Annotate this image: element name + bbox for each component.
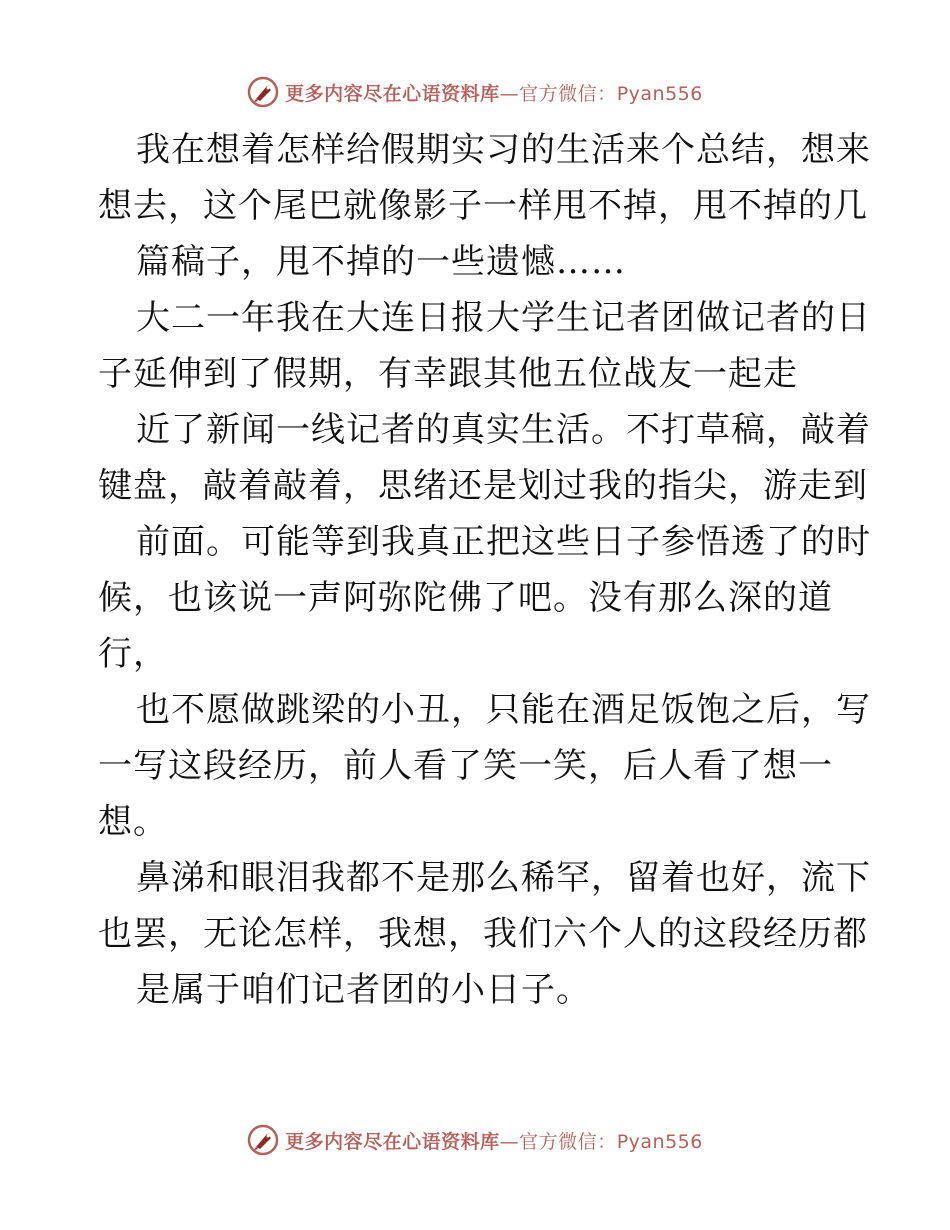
pen-nib-logo-icon bbox=[247, 1124, 279, 1156]
text-line: 候，也该说一声阿弥陀佛了吧。没有那么深的道 bbox=[98, 578, 833, 618]
text-line: 也罢，无论怎样，我想，我们六个人的这段经历都 bbox=[98, 914, 868, 954]
header-banner-text bbox=[285, 79, 703, 106]
footer-dash: — bbox=[499, 1130, 520, 1153]
text-line: 是属于咱们记者团的小日子。 bbox=[136, 970, 591, 1010]
text-line: 近了新闻一线记者的真实生活。不打草稿，敲着 bbox=[136, 410, 871, 450]
text-line: 想去，这个尾巴就像影子一样甩不掉，甩不掉的几 bbox=[98, 186, 868, 226]
text-line: 一写这段经历，前人看了笑一笑，后人看了想一 bbox=[98, 746, 833, 786]
header-banner bbox=[0, 72, 950, 112]
pen-nib-logo-icon bbox=[247, 76, 279, 108]
text-line: 前面。可能等到我真正把这些日子参悟透了的时 bbox=[136, 522, 871, 562]
text-line: 也不愿做跳梁的小丑，只能在酒足饭饱之后，写 bbox=[136, 690, 871, 730]
header-brand: 更多内容尽在心语资料库 bbox=[285, 82, 500, 105]
text-line: 鼻涕和眼泪我都不是那么稀罕，留着也好，流下 bbox=[136, 858, 871, 898]
text-line: 键盘，敲着敲着，思绪还是划过我的指尖，游走到 bbox=[98, 466, 868, 506]
footer-banner-text bbox=[285, 1127, 703, 1154]
footer-brand: 更多内容尽在心语资料库 bbox=[285, 1130, 500, 1153]
header-dash: — bbox=[499, 82, 520, 105]
text-line: 大二一年我在大连日报大学生记者团做记者的日 bbox=[136, 298, 871, 338]
footer-wechat-label: 官方微信： bbox=[519, 1130, 617, 1153]
footer-banner bbox=[0, 1120, 950, 1160]
document-body bbox=[98, 122, 871, 1018]
header-wechat-label: 官方微信： bbox=[519, 82, 617, 105]
text-line: 行， bbox=[98, 634, 168, 674]
text-line: 篇稿子，甩不掉的一些遗憾…… bbox=[136, 242, 626, 282]
text-line: 想。 bbox=[98, 802, 168, 842]
text-line: 子延伸到了假期，有幸跟其他五位战友一起走 bbox=[98, 354, 798, 394]
footer-account: Pyan556 bbox=[616, 1130, 703, 1153]
text-line: 我在想着怎样给假期实习的生活来个总结，想来 bbox=[136, 130, 871, 170]
header-account: Pyan556 bbox=[616, 82, 703, 105]
